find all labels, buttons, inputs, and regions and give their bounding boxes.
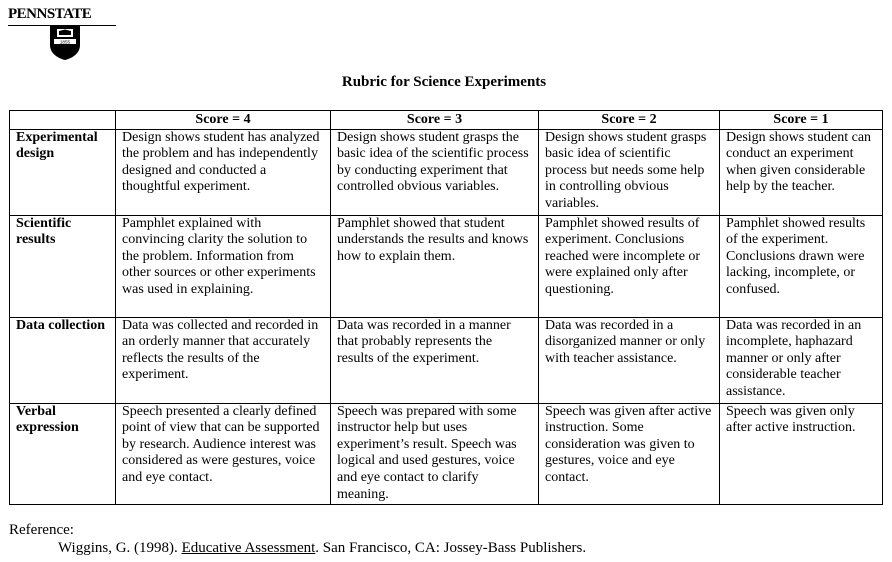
- reference-book-title: Educative Assessment: [181, 540, 316, 556]
- header-score-3: Score = 3: [331, 111, 539, 130]
- table-cell: Data was collected and recorded in an orderly manner that accurately reflects the results of the experiment.: [116, 317, 331, 403]
- logo-year: 1855: [59, 39, 71, 45]
- table-row: [10, 215, 883, 317]
- rubric-table: [9, 110, 883, 505]
- criterion-cell: Experimental design: [10, 129, 116, 215]
- table-cell: Speech was prepared with some instructor help but uses experiment’s result. Speech was logical and used gestures, voice and eye contact to clarify meaning.: [331, 403, 539, 504]
- table-cell: Data was recorded in a manner that probably represents the results of the experiment.: [331, 317, 539, 403]
- table-cell: Pamphlet showed results of the experiment. Conclusions drawn were lacking, incomplete, or confused.: [720, 215, 883, 317]
- criterion-cell: Verbal expression: [10, 403, 116, 504]
- reference-author: Wiggins, G. (1998).: [58, 540, 182, 556]
- header-score-1: Score = 1: [720, 111, 883, 130]
- header-criterion: [10, 111, 116, 130]
- table-cell: Data was recorded in a disorganized manner or only with teacher assistance.: [539, 317, 720, 403]
- criterion-cell: Data collection: [10, 317, 116, 403]
- table-cell: Pamphlet showed that student understands the results and knows how to explain them.: [331, 215, 539, 317]
- table-row: [10, 403, 883, 504]
- table-cell: Pamphlet explained with convincing clarity the solution to the problem. Information from other sources or other experiments was used in explaining.: [116, 215, 331, 317]
- reference-citation: [58, 540, 586, 557]
- table-row: [10, 317, 883, 403]
- table-cell: Design shows student can conduct an experiment when given considerable help by the teacher.: [720, 129, 883, 215]
- table-cell: Pamphlet showed results of experiment. Conclusions reached were incomplete or were explained only after questioning.: [539, 215, 720, 317]
- header-score-4: Score = 4: [116, 111, 331, 130]
- table-cell: Design shows student has analyzed the problem and has independently designed and conducted a thoughtful experiment.: [116, 129, 331, 215]
- table-cell: Speech was given after active instruction. Some consideration was given to gestures, voice and eye contact.: [539, 403, 720, 504]
- table-cell: Design shows student grasps basic idea of scientific process but needs some help in controlling obvious variables.: [539, 129, 720, 215]
- table-cell: Design shows student grasps the basic idea of the scientific process by conducting experiment that controlled obvious variables.: [331, 129, 539, 215]
- shield-icon: [47, 25, 83, 61]
- page-title: Rubric for Science Experiments: [341, 74, 547, 90]
- reference-label: Reference:: [9, 522, 74, 538]
- logo-wordmark: PENNSTATE: [8, 6, 92, 22]
- header-score-2: Score = 2: [539, 111, 720, 130]
- table-cell: Speech presented a clearly defined point of view that can be supported by research. Audience interest was considered as were gestures, voice and eye contact.: [116, 403, 331, 504]
- pennstate-logo: [8, 6, 118, 56]
- table-cell: Data was recorded in an incomplete, haphazard manner or only after considerable teacher assistance.: [720, 317, 883, 403]
- table-cell: Speech was given only after active instruction.: [720, 403, 883, 504]
- table-row: [10, 129, 883, 215]
- header-row: [10, 111, 883, 130]
- criterion-cell: Scientific results: [10, 215, 116, 317]
- reference-publisher: . San Francisco, CA: Jossey-Bass Publishers.: [315, 540, 587, 556]
